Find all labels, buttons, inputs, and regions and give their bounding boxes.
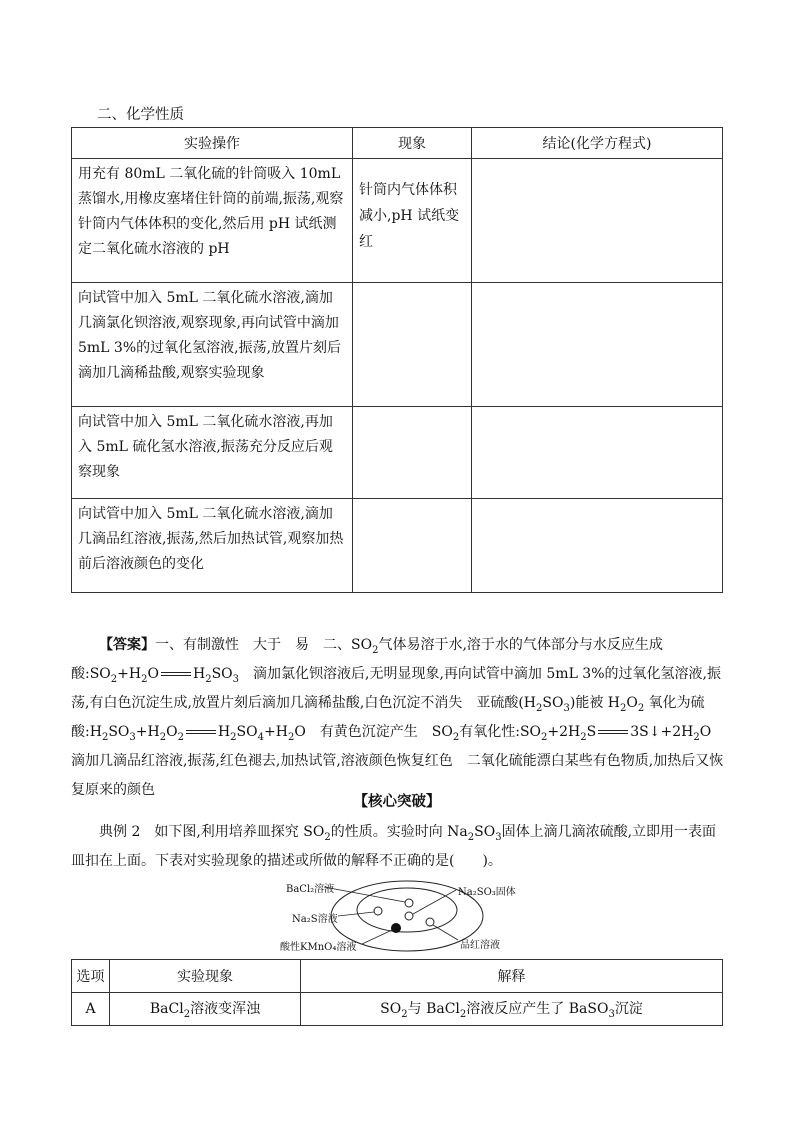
header-operation: 实验操作 [72,128,353,159]
operation-cell: 向试管中加入 5mL 二氧化硫水溶液,再加入 5mL 硫化氢水溶液,振荡充分反应后观察现象 [78,414,333,480]
core-breakthrough-heading: 【核心突破】 [353,793,441,810]
table-header-row [72,128,723,159]
phenomenon-cell: BaCl$_2$溶液变浑浊 [110,993,301,1026]
phenomenon-cell [353,499,471,502]
header-explanation: 解释 [301,960,723,993]
phenomenon-cell: 针筒内气体体积减小,pH 试纸变红 [359,182,460,250]
phenomenon-cell [353,283,471,286]
conclusion-cell [472,283,722,286]
equals-sign [186,730,216,734]
table-row [72,159,723,283]
conclusion-cell [472,159,722,162]
options-header-row [72,960,723,993]
table-row [72,993,723,1026]
label-kmno4: 酸性KMnO₄溶液 [280,942,357,953]
equals-sign [161,672,191,676]
header-conclusion: 结论(化学方程式) [472,128,723,159]
answer-label: 【答案】 [99,637,155,653]
table-row [72,407,723,499]
example-question: 典例 2 如下图,利用培养皿探究 $SO_2$的性质。实验时向 $Na_2SO_3$固体上滴几滴浓硫酸,立即用一表面皿扣在上面。下表对实验现象的描述或所做的解释不正确的是( )。 [71,824,717,869]
header-option: 选项 [72,960,110,993]
options-table [71,959,723,1026]
header-experiment-phenomenon: 实验现象 [110,960,301,993]
experiment-table [71,127,723,593]
answer-paragraph: 【答案】一、有制激性 大于 易 二、$SO_2$气体易溶于水,溶于水的气体部分与水反应生成酸$:SO_2+H_2O$ $H_2SO_3$ 滴加氯化钡溶液后,无明显现象,再向试管中滴加 5mL 3%的过氧化氢溶液,振荡,有白色沉淀生成,放置片刻后滴加几滴稀盐酸,白色沉淀不消失 亚硫酸$(H_2SO_3)$能被 $H_2O_2$ 氧化为硫酸$:H_2SO_3+H_2O_2$ $H_2SO_4+H_2O$ 有黄色沉淀产生 $SO_2$有氧化性$:SO_2+2H_2S$ $3S↓+2H_2O$ 滴加几滴品红溶液,振荡,红色褪去,加热试管,溶液颜色恢复红色 二氧化硫能漂白某些有色物质,加热后又恢复原来的颜色 [71,637,726,798]
table-row [72,499,723,593]
operation-cell: 用充有 80mL 二氧化硫的针筒吸入 10mL 蒸馏水,用橡皮塞堵住针筒的前端,振荡,观察针筒内气体体积的变化,然后用 pH 试纸测定二氧化硫水溶液的 pH [78,166,344,257]
petri-dish-diagram [280,878,540,958]
label-na2s: Na₂S溶液 [292,914,338,925]
option-letter: A [72,993,110,1026]
explanation-cell: $SO_2$与 BaCl$_2$溶液反应产生了 BaSO$_3$沉淀 [301,993,723,1026]
conclusion-cell [472,407,722,410]
operation-cell: 向试管中加入 5mL 二氧化硫水溶液,滴加几滴氯化钡溶液,观察现象,再向试管中滴加 5mL 3%的过氧化氢溶液,振荡,放置片刻后滴加几滴稀盐酸,观察实验现象 [78,290,342,381]
conclusion-cell [472,499,722,502]
section-title: 二、化学性质 [97,107,184,123]
phenomenon-cell [353,407,471,410]
table-row [72,283,723,407]
operation-cell: 向试管中加入 5mL 二氧化硫水溶液,滴加几滴品红溶液,振荡,然后加热试管,观察加热前后溶液颜色的变化 [78,506,344,572]
equals-sign [598,730,628,734]
label-bacl2: BaCl₂溶液 [286,884,335,895]
label-na2so3: Na₂SO₃固体 [458,887,516,898]
label-pinhong: 品红溶液 [460,940,500,951]
header-phenomenon: 现象 [353,128,472,159]
